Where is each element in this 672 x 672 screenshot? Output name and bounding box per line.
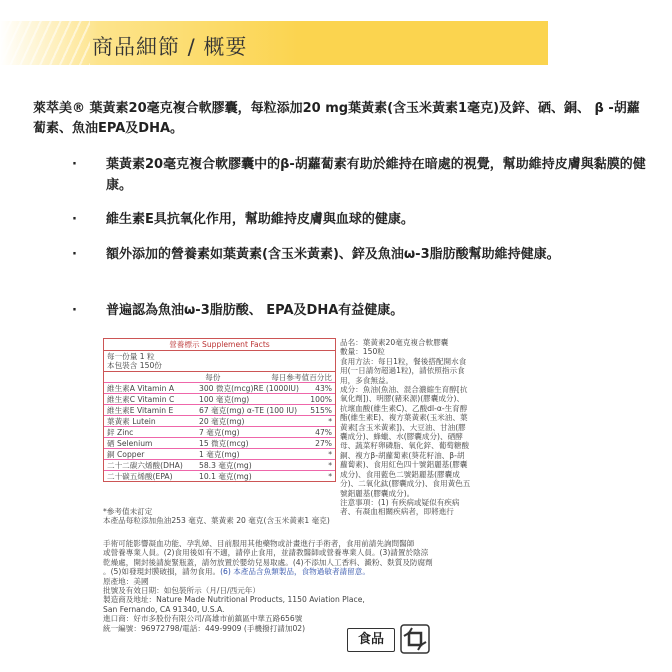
label-lower-text [103,539,473,633]
col-amount: 每份 [205,372,221,382]
nutrient-amount: 300 微克(mcg)RE (1000IU) [199,383,299,393]
nutrient-name: 二十碳五烯酸(EPA) [107,471,173,481]
nutrient-name: 硒 Selenium [107,438,153,448]
precautions-line: 手術可能影響凝血功能、孕乳婦、目前服用其他藥物或計畫進行手術者，食用前請先詢問醫師 [103,539,415,548]
precautions-start: 注意事項：(1) 有疾病或疑似有疾病者、有凝血相關疾病者，即將進行 [340,497,460,517]
nutrient-amount: 100 毫克(mg) [199,394,250,404]
feature-text: 葉黃素20毫克複合軟膠囊中的β-胡蘿蔔素有助於維持在暗處的視覺，幫助維持皮膚與黏膜的健康。 [106,157,646,193]
product-label-panel [100,332,572,660]
nutrient-dv: 43% [315,383,332,393]
table-row [104,427,335,438]
product-name: 品名：葉黃素20毫克複合軟膠囊 [340,338,449,347]
nutrient-amount: 20 毫克(mg) [199,416,245,426]
nutrient-name: 二十二碳六烯酸(DHA) [107,460,183,470]
section-title: 商品細節 / 概要 [92,35,248,59]
precautions-line: 或營養專業人員。(2)食用後如有不適，請停止食用，並請教醫師或營養專業人員。(3)請置於陰涼 [103,548,429,558]
feature-text: 額外添加的營養素如葉黃素(含玉米黃素)、鋅及魚油ω-3脂肪酸幫助維持健康。 [106,247,560,262]
table-row [104,405,335,416]
feature-text: 普遍認為魚油ω-3脂肪酸、 EPA及DHA有益健康。 [106,303,404,318]
nutrient-dv: 47% [315,427,332,437]
nutrient-dv: * [328,449,332,459]
nutrient-amount: 15 微克(mcg) [199,438,249,448]
origin: 原產地：美國 [103,576,149,586]
nutrient-name: 維生素E Vitamin E [107,405,174,415]
bullet-mark: · [72,247,77,262]
nutrient-name: 維生素A Vitamin A [107,383,175,393]
table-row [104,449,335,460]
servings-per-pack: 本包裝含 150份 [107,361,162,371]
nutrient-dv: 515% [310,405,332,415]
nutrient-amount: 58.3 毫克(mg) [199,460,252,470]
col-dv: 每日參考值百分比 [271,372,332,382]
facts-column-header [104,372,335,383]
nutrient-amount: 1 毫克(mg) [199,449,240,459]
serving-size: 每一份量 1 粒 [107,352,155,362]
table-row [104,460,335,471]
importer-contact: 統一編號：96972798/電話：449-9909 (手機撥打請加02) [103,623,306,633]
nutrient-name: 銅 Copper [107,449,145,459]
ingredients: 成分：魚油(魚油、混合濃縮生育醇[抗氧化劑])、明膠(豬來源)(膠囊成分)、抗壞血酸(維生素C)、乙酸dl-α-生育醇酯(維生素E)、複方葉黃素(玉米油、葉黃素[含玉米黃素])、大豆油、甘油(膠囊成分)、蜂蠟、水(膠囊成分)、硒酵母、蔬菜籽卵磷脂、氧化鋅、葡萄糖酸銅、複方β-胡蘿蔔素(葵花籽油、β-胡蘿蔔素)、食用紅色四十號鋁麗基(膠囊成分)、食用藍色二號鋁麗基(膠囊成分)、二氧化鈦(膠囊成分)、食用黃色五號鋁麗基(膠囊成分)。 [340,385,471,498]
table-row [104,416,335,427]
manufacturer: 製造商及地址：Nature Made Nutritional Products, 1150 Aviation Place, [103,595,365,605]
nutrient-dv: * [328,416,332,426]
banner-stripes [0,21,90,65]
nutrient-amount: 10.1 毫克(mg) [199,471,252,481]
recycle-icon [400,624,430,654]
nutrient-name: 維生素C Vitamin C [107,394,175,404]
table-row [104,438,335,449]
product-intro: 萊萃美® 葉黃素20毫克複合軟膠囊，每粒添加20 mg葉黃素(含玉米黃素1毫克)及鋅、硒、銅、 β -胡蘿蔔素、魚油EPA及DHA。 [33,101,640,136]
supplement-facts-table [103,338,336,482]
food-label-stamp: 食品 [347,628,395,652]
bullet-mark: · [72,303,77,318]
precautions-line: 乾燥處，開封後請旋緊瓶蓋，請勿放置於嬰幼兒易取處。(4)不添加人工香料、澱粉、麩質及防腐劑 [103,557,433,567]
nutrient-name: 鋅 Zinc [107,427,134,437]
nutrient-amount: 67 毫克(mg) α-TE (100 IU) [199,405,298,415]
nutrient-dv: 100% [310,394,332,404]
product-quantity: 數量：150粒 [340,347,385,357]
manufacturer-address: San Fernando, CA 91340, U.S.A. [103,604,225,614]
facts-header: 營養標示 Supplement Facts [104,339,335,351]
facts-footnote: *參考值未訂定 [103,507,153,516]
bullet-mark: · [72,157,77,172]
table-row [104,471,335,481]
nutrient-dv: * [328,460,332,470]
precautions-line: 。(5)如發現封膜破損，請勿食用。(6) 本產品含魚類製品，食物過敏者請留意。 [103,567,370,577]
importer: 進口商：好市多股份有限公司/高雄市前鎮區中華五路656號 [103,614,303,624]
serving-info [104,351,335,372]
expiry-info: 批號及有效日期：如包裝所示（月/日/西元年） [103,586,260,596]
product-details-column [340,338,471,517]
nutrient-name: 葉黃素 Lutein [107,416,156,426]
facts-notes [103,507,338,526]
nutrient-amount: 7 毫克(mg) [199,427,240,437]
nutrient-dv: 27% [315,438,332,448]
feature-text: 維生素E具抗氧化作用，幫助維持皮膚與血球的健康。 [106,212,414,227]
bullet-mark: · [72,212,77,227]
fish-oil-note: 本產品每粒添加魚油253 毫克、葉黃素 20 毫克(含玉米黃素1 毫克) [103,516,330,526]
table-row [104,394,335,405]
allergy-warning: (6) 本產品含魚類製品，食物過敏者請留意。 [220,567,370,577]
nutrient-dv: * [328,471,332,481]
table-row [104,383,335,394]
usage-directions: 食用方法：每日1粒，餐後搭配開水食用(一日請勿超過1粒)，請依照指示食用，多食無益。 [340,356,467,385]
